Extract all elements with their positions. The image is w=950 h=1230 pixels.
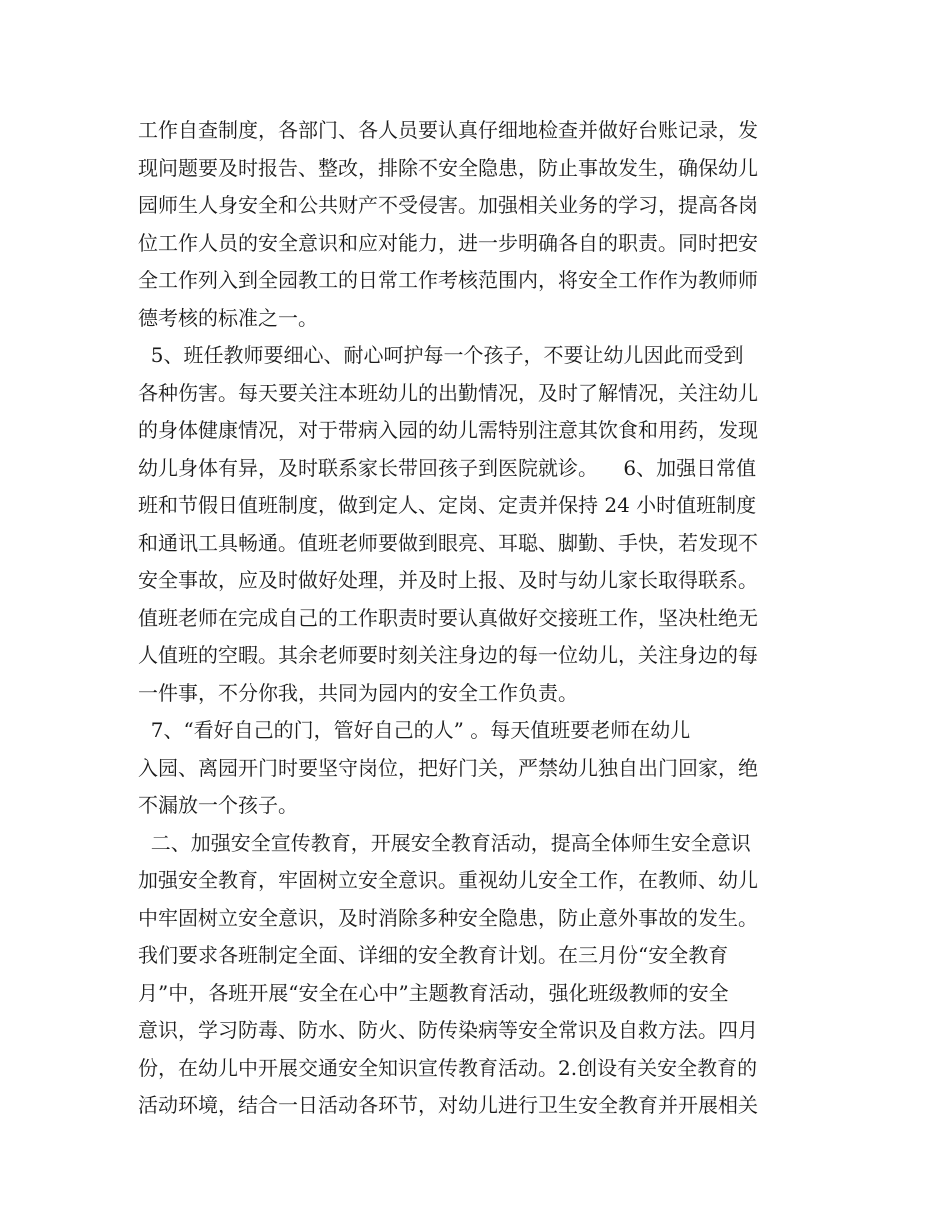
document-body [138,112,818,1125]
text-line: 班和节假日值班制度，做到定人、定岗、定责并保持 24 小时值班制度 [138,493,757,517]
text-line: 全工作列入到全园教工的日常工作考核范围内，将安全工作作为教师师 [138,268,758,292]
text-line: 德考核的标准之一。 [138,305,318,330]
text-line: 我们要求各班制定全面、详细的安全教育计划。在三月份“安全教育 [138,943,729,967]
text-line: 份，在幼儿中开展交通安全知识宣传教育活动。2.创设有关安全教育的 [138,1055,758,1080]
text-line: 入园、离园开门时要坚守岗位，把好门关，严禁幼儿独自出门回家，绝 [138,755,758,780]
text-line: 安全事故，应及时做好处理，并及时上报、及时与幼儿家长取得联系。 [138,568,758,592]
text-line: 园师生人身安全和公共财产不受侵害。加强相关业务的学习，提高各岗 [138,193,758,217]
text-line: 意识，学习防毒、防水、防火、防传染病等安全常识及自救方法。四月 [138,1018,758,1042]
text-line: 工作自查制度，各部门、各人员要认真仔细地检查并做好台账记录，发 [138,118,758,142]
text-line: 中牢固树立安全意识，及时消除多种安全隐患，防止意外事故的发生。 [138,905,758,930]
text-line: 人值班的空暇。其余老师要时刻关注身边的每一位幼儿，关注身边的每 [138,643,758,667]
text-line: 月”中，各班开展“安全在心中”主题教育活动，强化班级教师的安全 [138,980,729,1005]
text-line: 加强安全教育，牢固树立安全意识。重视幼儿安全工作，在教师、幼儿 [138,868,758,892]
text-line: 值班老师在完成自己的工作职责时要认真做好交接班工作，坚决杜绝无 [138,605,758,630]
text-line: 二、加强安全宣传教育，开展安全教育活动，提高全体师生安全意识 [138,830,751,855]
text-line: 7、“看好自己的门，管好自己的人” 。每天值班要老师在幼儿 [138,718,691,742]
text-line: 各种伤害。每天要关注本班幼儿的出勤情况，及时了解情况，关注幼儿 [138,380,758,405]
text-line: 5、班任教师要细心、耐心呵护每一个孩子，不要让幼儿因此而受到 [138,343,744,367]
text-line: 幼儿身体有异，及时联系家长带回孩子到医院就诊。 6、加强日常值 [138,455,757,480]
text-line: 一件事，不分你我，共同为园内的安全工作负责。 [138,680,578,705]
text-line: 的身体健康情况，对于带病入园的幼儿需特别注意其饮食和用药，发现 [138,418,758,442]
text-line: 和通讯工具畅通。值班老师要做到眼亮、耳聪、脚勤、手快，若发现不 [138,530,758,555]
text-line: 活动环境，结合一日活动各环节，对幼儿进行卫生安全教育并开展相关 [138,1093,758,1117]
text-line: 位工作人员的安全意识和应对能力，进一步明确各自的职责。同时把安 [138,230,758,255]
text-line: 现问题要及时报告、整改，排除不安全隐患，防止事故发生，确保幼儿 [138,155,758,180]
text-line: 不漏放一个孩子。 [138,793,298,817]
